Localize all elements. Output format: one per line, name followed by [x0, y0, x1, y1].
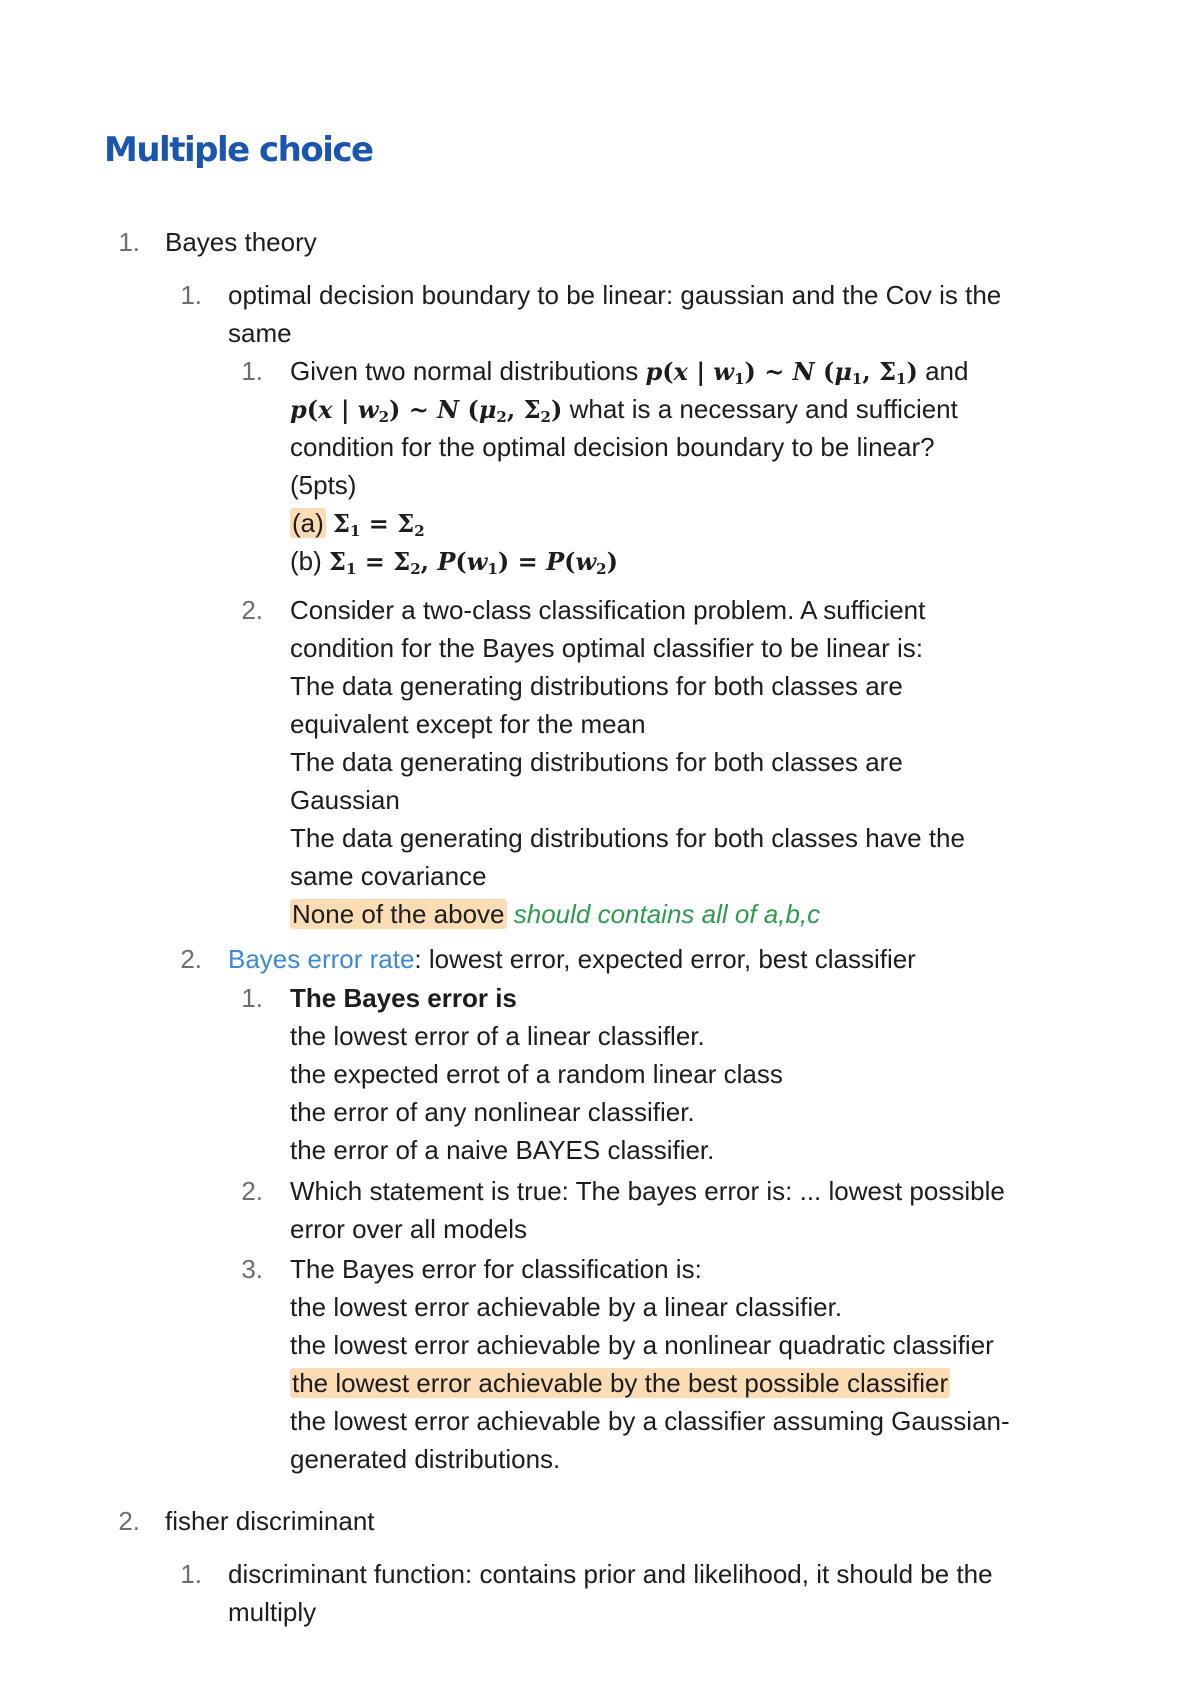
question-text: error over all models: [290, 1214, 527, 1244]
list-number: 1.: [118, 227, 140, 257]
list-number: 1.: [241, 356, 263, 386]
question-heading: The Bayes error is: [290, 983, 517, 1013]
question-text: the lowest error of a linear classifler.: [290, 1021, 705, 1051]
answer-line: [290, 1364, 950, 1402]
question-text: the expected errot of a random linear class: [290, 1059, 783, 1089]
question-text: and: [925, 356, 969, 386]
question-text: equivalent except for the mean: [290, 709, 646, 739]
list-number: 2.: [118, 1506, 140, 1536]
question-text: the lowest error achievable by a nonlinear quadratic classifier: [290, 1330, 994, 1360]
math-formula: p(x | $w_1$) ~ N ($\mu_1$, $\Sigma_1$): [645, 357, 918, 388]
highlighted-answer: the lowest error achievable by the best possible classifier: [292, 1368, 949, 1398]
math-formula: $\Sigma_1 = \Sigma_2$: [333, 509, 425, 540]
list-number: 2.: [241, 595, 263, 625]
question-text: The data generating distributions for both classes have the: [290, 823, 965, 853]
list-item-text: discriminant function: contains prior and likelihood, it should be the: [228, 1559, 993, 1589]
list-number: 1.: [241, 983, 263, 1013]
answer-option-b: [290, 542, 618, 588]
highlighted-answer: None of the above: [292, 899, 505, 929]
question-text: what is a necessary and sufficient: [569, 394, 958, 424]
question-text: the lowest error achievable by a linear classifier.: [290, 1292, 843, 1322]
list-number: 1.: [180, 1559, 202, 1589]
question-text: same covariance: [290, 861, 487, 891]
question-text: The data generating distributions for both classes are: [290, 747, 903, 777]
list-number: 2.: [180, 944, 202, 974]
question-text: generated distributions.: [290, 1444, 561, 1474]
answer-line: [290, 895, 820, 933]
question-text: condition for the optimal decision boundary to be linear?: [290, 432, 935, 462]
answer-note: should contains all of a,b,c: [513, 899, 821, 929]
list-number: 3.: [241, 1254, 263, 1284]
page-title: Multiple choice: [104, 130, 373, 170]
bayes-error-rate-link[interactable]: Bayes error rate: [228, 944, 415, 974]
math-formula: p(x | $w_2$) ~ N ($\mu_2$, $\Sigma_2$): [290, 395, 563, 426]
question-text: condition for the Bayes optimal classifier to be linear is:: [290, 633, 923, 663]
highlighted-answer: (a): [292, 508, 324, 538]
question-text: (5pts): [290, 470, 357, 500]
question-text: The Bayes error for classification is:: [290, 1254, 702, 1284]
section-bayes-theory: Bayes theory: [165, 227, 317, 257]
section-fisher-discriminant: fisher discriminant: [165, 1506, 375, 1536]
question-text: Consider a two-class classification problem. A sufficient: [290, 595, 926, 625]
list-item-text: same: [228, 318, 292, 348]
math-formula: $\Sigma_1 = \Sigma_2$, $P(w_1) = P(w_2)$: [329, 547, 618, 578]
list-number: 2.: [241, 1176, 263, 1206]
question-text: Which statement is true: The bayes error is: ... lowest possible: [290, 1176, 1005, 1206]
list-number: 1.: [180, 280, 202, 310]
question-text: Gaussian: [290, 785, 400, 815]
question-text: the error of any nonlinear classifier.: [290, 1097, 695, 1127]
list-item-text: multiply: [228, 1597, 317, 1627]
option-label: (b): [290, 546, 322, 576]
list-item-rest: : lowest error, expected error, best classifier: [414, 944, 916, 974]
list-item-text: [228, 940, 916, 978]
question-text: Given two normal distributions: [290, 356, 639, 386]
list-item-text: optimal decision boundary to be linear: gaussian and the Cov is the: [228, 280, 1002, 310]
question-text: the lowest error achievable by a classifier assuming Gaussian-: [290, 1406, 1010, 1436]
question-text: the error of a naive BAYES classifier.: [290, 1135, 715, 1165]
question-text: The data generating distributions for both classes are: [290, 671, 903, 701]
